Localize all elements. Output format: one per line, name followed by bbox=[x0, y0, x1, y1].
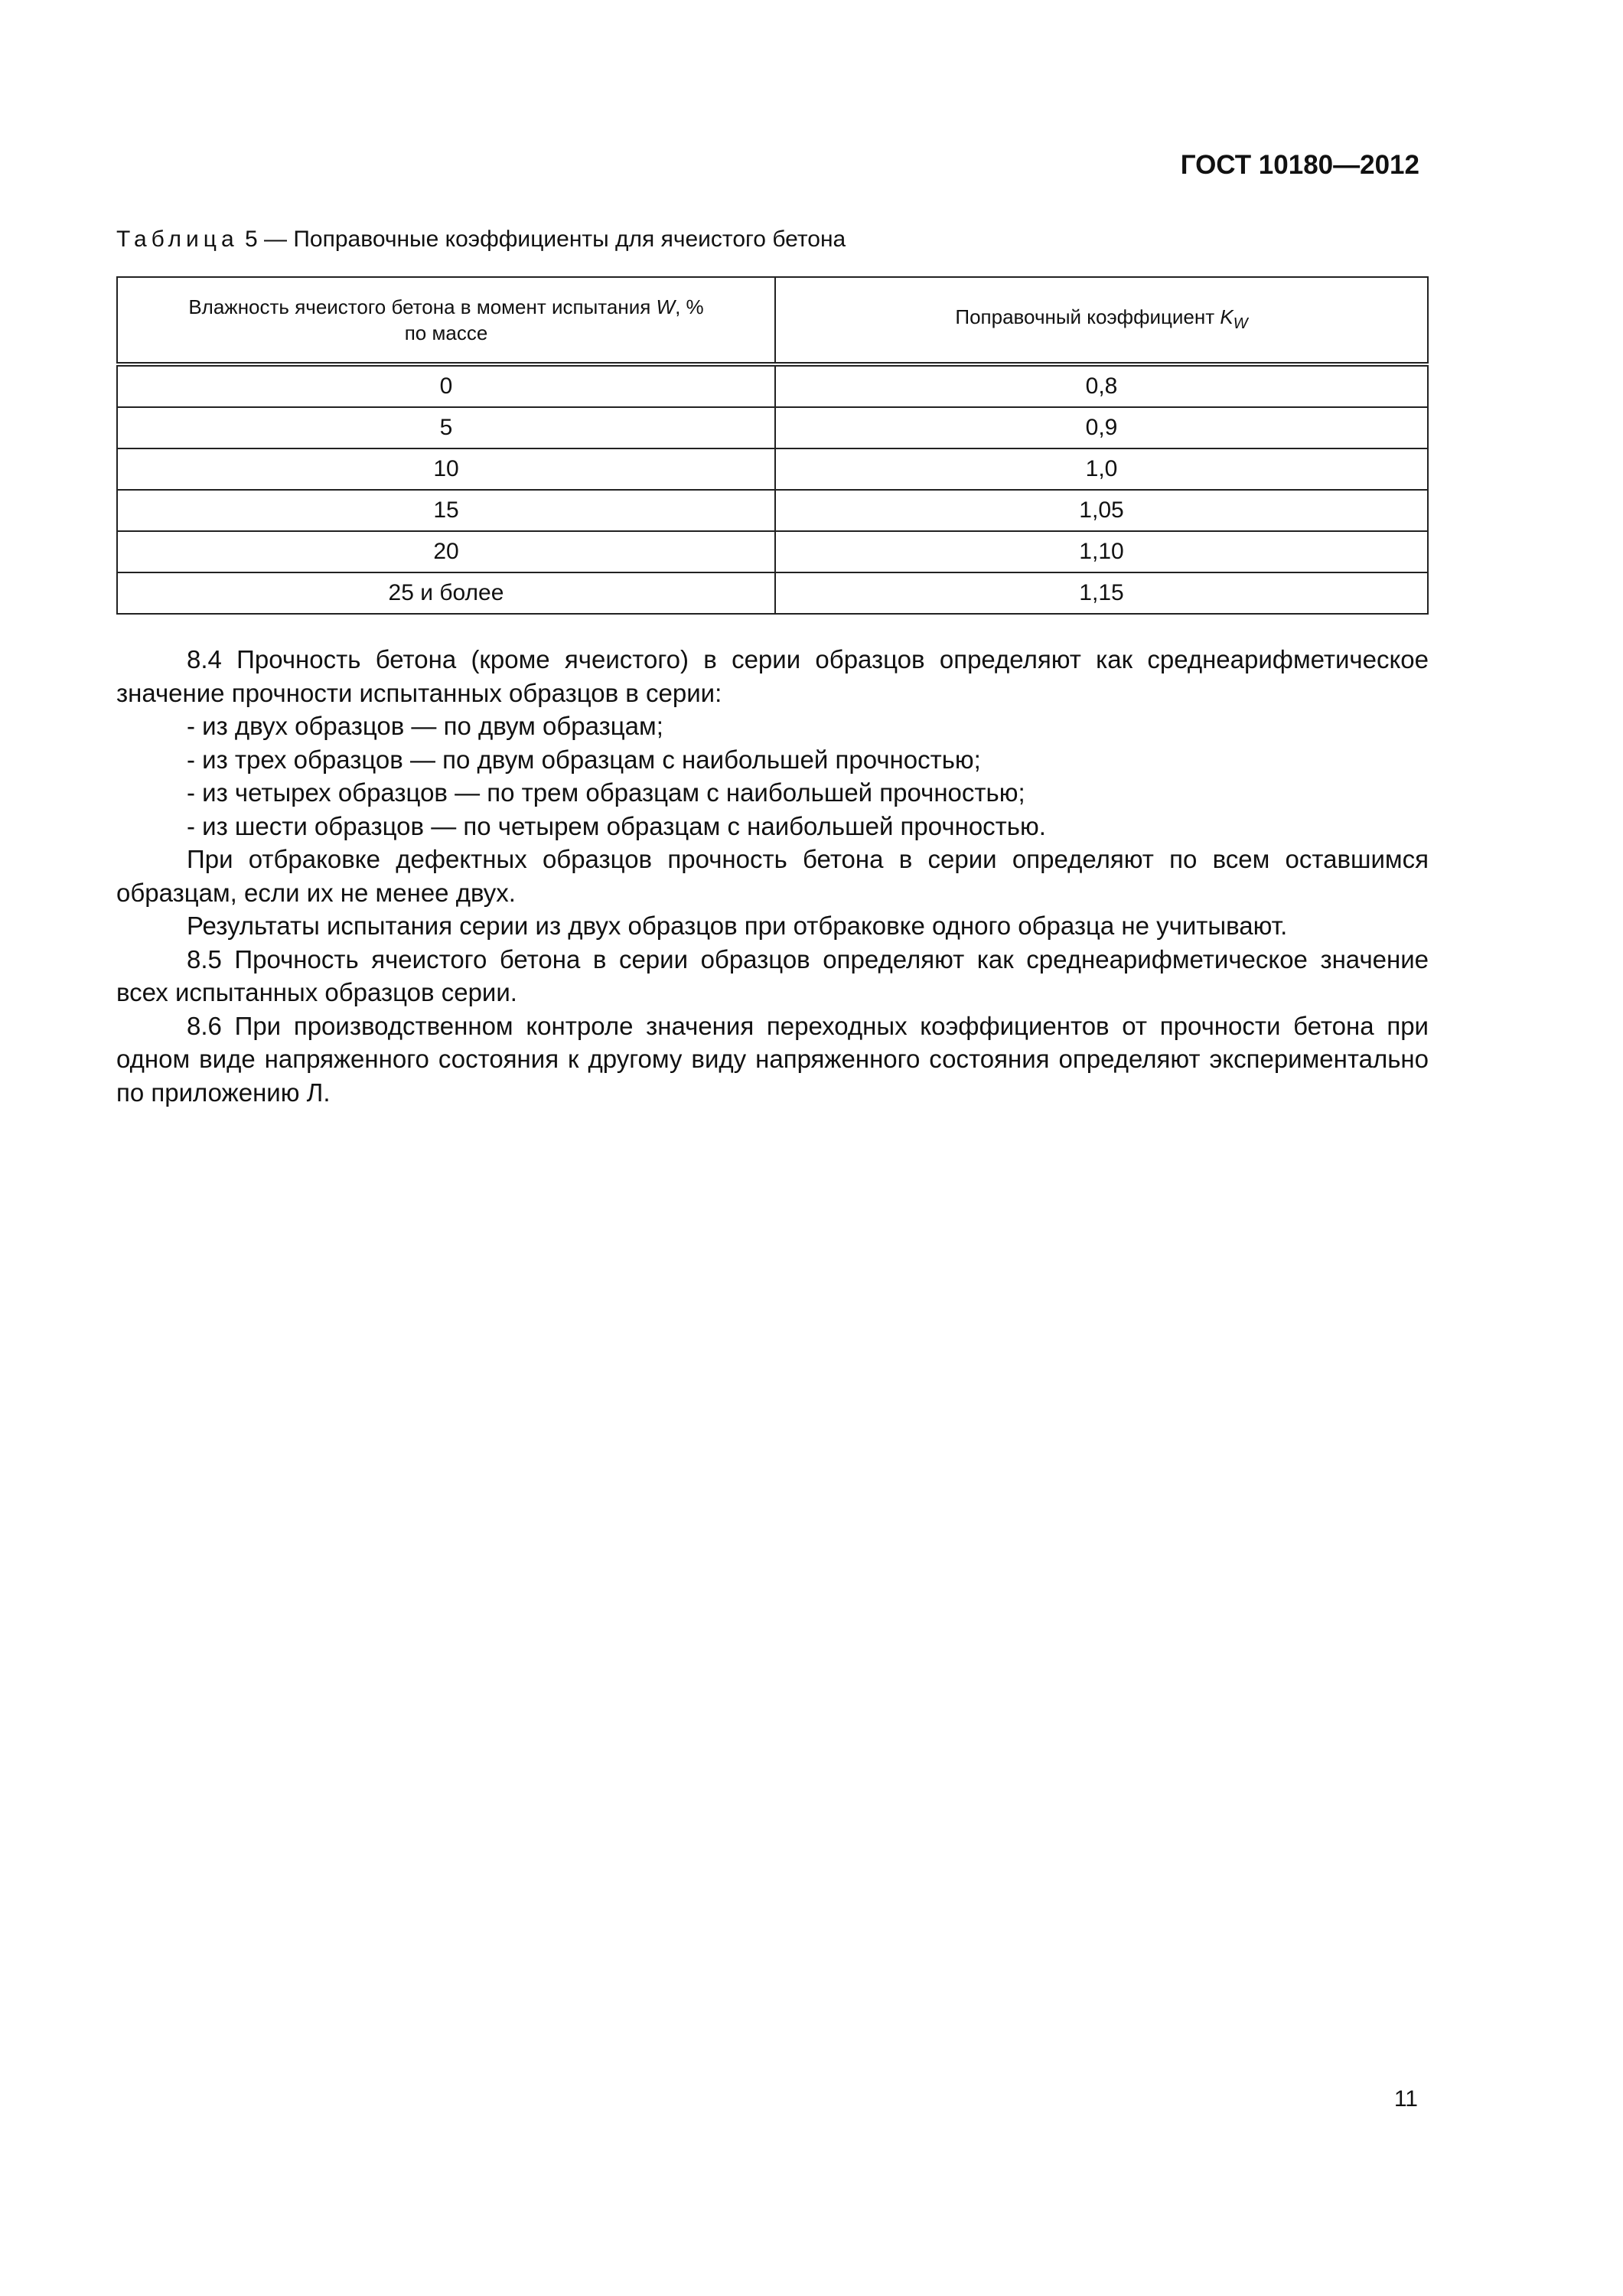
column-header-humidity bbox=[117, 277, 775, 364]
column-header-humidity-unit: , % bbox=[675, 295, 704, 318]
humidity-cell: 10 bbox=[117, 448, 775, 490]
document-code: ГОСТ 10180—2012 bbox=[1180, 150, 1419, 180]
page-number: 11 bbox=[1393, 2086, 1418, 2112]
coefficient-cell: 1,15 bbox=[775, 572, 1428, 614]
list-item: - из трех образцов — по двум образцам с наибольшей прочностью; bbox=[187, 745, 981, 774]
body-text bbox=[116, 643, 1429, 1109]
coefficient-cell: 1,10 bbox=[775, 531, 1428, 572]
list-item: - из четырех образцов — по трем образцам с наибольшей прочностью; bbox=[187, 778, 1025, 807]
table-caption-text: — Поправочные коэффициенты для ячеистого бетона bbox=[264, 227, 846, 252]
table-row bbox=[117, 364, 1428, 407]
paragraph-8-6: 8.6 При производственном контроле значения переходных коэффициентов от прочности бетона при одном виде напряженного состояния к другому виду напряженного состояния определяют экспериментально по приложению Л. bbox=[116, 1011, 1429, 1107]
humidity-cell: 20 bbox=[117, 531, 775, 572]
table-row bbox=[117, 407, 1428, 448]
column-header-coefficient-text: Поправочный коэффициент bbox=[955, 305, 1221, 328]
list-item: - из двух образцов — по двум образцам; bbox=[187, 712, 663, 740]
paragraph-8-5: 8.5 Прочность ячеистого бетона в серии образцов определяют как среднеарифметическое значение всех испытанных образцов серии. bbox=[116, 944, 1429, 1006]
humidity-cell: 5 bbox=[117, 407, 775, 448]
variable-k-subscript: W bbox=[1233, 315, 1248, 332]
table-row bbox=[117, 490, 1428, 531]
coefficient-cell: 0,8 bbox=[775, 364, 1428, 407]
correction-table bbox=[116, 276, 1429, 615]
column-header-coefficient bbox=[775, 277, 1428, 364]
paragraph-8-4: 8.4 Прочность бетона (кроме ячеистого) в серии образцов определяют как среднеарифметическое значение прочности испытанных образцов в серии: bbox=[116, 645, 1429, 707]
humidity-cell: 0 bbox=[117, 364, 775, 407]
coefficient-cell: 1,0 bbox=[775, 448, 1428, 490]
coefficient-cell: 1,05 bbox=[775, 490, 1428, 531]
table-caption-number: 5 bbox=[244, 227, 258, 252]
list-item: - из шести образцов — по четырем образцам с наибольшей прочностью. bbox=[187, 811, 1046, 840]
table-row bbox=[117, 448, 1428, 490]
humidity-cell: 15 bbox=[117, 490, 775, 531]
table-row bbox=[117, 531, 1428, 572]
humidity-cell: 25 и более bbox=[117, 572, 775, 614]
table-header-row bbox=[117, 277, 1428, 364]
paragraph-rejection: При отбраковке дефектных образцов прочность бетона в серии определяют по всем оставшимся образцам, если их не менее двух. bbox=[116, 845, 1429, 907]
variable-w: W bbox=[656, 295, 676, 318]
variable-k: K bbox=[1220, 305, 1234, 328]
column-header-humidity-text: Влажность ячеистого бетона в момент испытания bbox=[188, 295, 657, 318]
table-caption bbox=[116, 227, 846, 253]
paragraph-results: Результаты испытания серии из двух образцов при отбраковке одного образца не учитывают. bbox=[187, 912, 1288, 940]
table-caption-word: Таблица bbox=[116, 227, 239, 252]
column-header-humidity-basis: по массе bbox=[404, 321, 488, 344]
coefficient-cell: 0,9 bbox=[775, 407, 1428, 448]
table-row bbox=[117, 572, 1428, 614]
